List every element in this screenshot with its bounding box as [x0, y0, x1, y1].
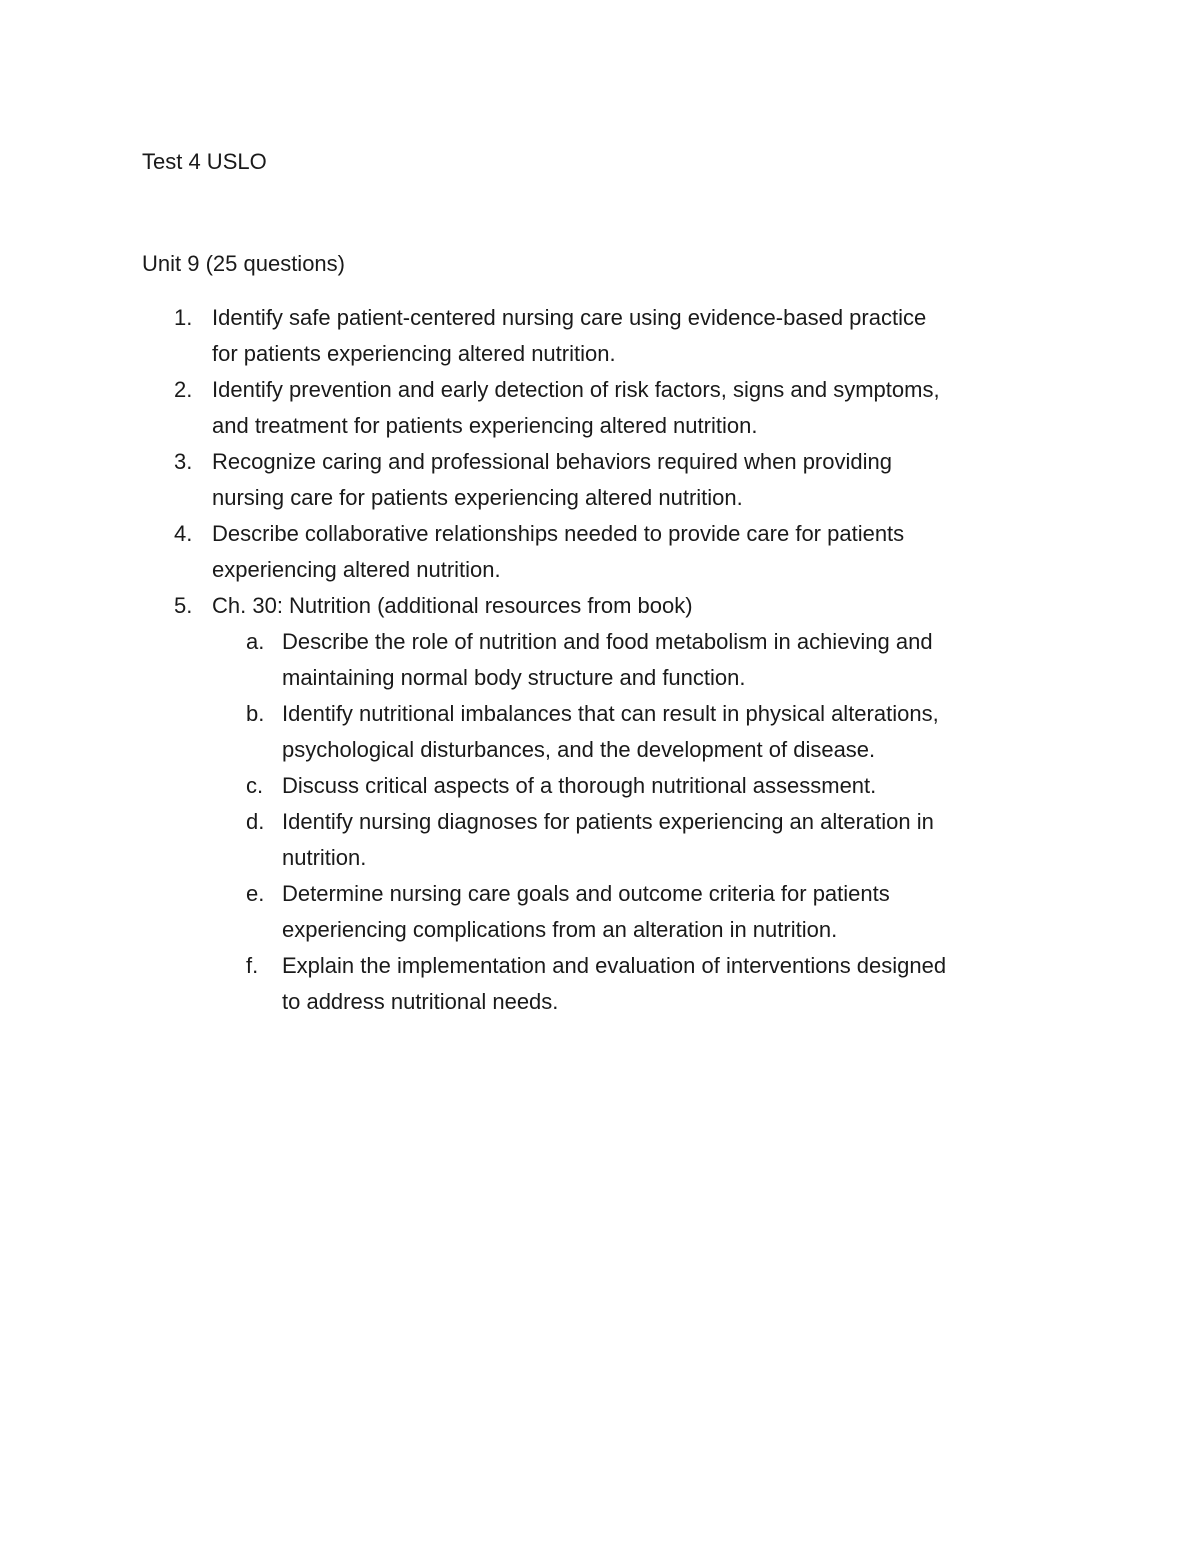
sub-objective-letter: b.	[246, 701, 265, 726]
document-title: Test 4 USLO	[142, 149, 267, 174]
sub-objective-letter: d.	[246, 809, 265, 834]
objective-item	[142, 372, 1062, 444]
objective-number: 5.	[174, 593, 193, 618]
sub-objective-line: Identify nursing diagnoses for patients experiencing an alteration in	[282, 809, 934, 834]
sub-objective-line: Determine nursing care goals and outcome criteria for patients	[282, 881, 890, 906]
sub-objective-item	[212, 768, 1062, 804]
objective-item	[142, 588, 1062, 1020]
objective-line: Describe collaborative relationships needed to provide care for patients	[212, 521, 905, 546]
sub-objective-line: nutrition.	[282, 845, 367, 870]
sub-objective-item	[212, 876, 1062, 948]
objective-number: 1.	[174, 305, 193, 330]
sub-objectives-list	[212, 624, 1062, 1020]
objective-line: nursing care for patients experiencing altered nutrition.	[212, 485, 743, 510]
sub-objective-item	[212, 948, 1062, 1020]
objective-item	[142, 516, 1062, 588]
sub-objective-line: Describe the role of nutrition and food metabolism in achieving and	[282, 629, 933, 654]
objective-number: 4.	[174, 521, 193, 546]
sub-objective-line: Discuss critical aspects of a thorough nutritional assessment.	[282, 773, 877, 798]
objective-line: for patients experiencing altered nutrition.	[212, 341, 616, 366]
objective-item	[142, 300, 1062, 372]
sub-objective-line: maintaining normal body structure and function.	[282, 665, 746, 690]
objectives-list	[142, 300, 1062, 1020]
sub-objective-item	[212, 624, 1062, 696]
sub-objective-line: to address nutritional needs.	[282, 989, 559, 1014]
sub-objective-letter: c.	[246, 773, 264, 798]
sub-objective-letter: a.	[246, 629, 265, 654]
sub-objective-item	[212, 804, 1062, 876]
objective-number: 3.	[174, 449, 193, 474]
sub-objective-line: experiencing complications from an alteration in nutrition.	[282, 917, 838, 942]
objective-line: experiencing altered nutrition.	[212, 557, 501, 582]
sub-objective-letter: e.	[246, 881, 265, 906]
objective-number: 2.	[174, 377, 193, 402]
sub-objective-item	[212, 696, 1062, 768]
sub-objective-letter: f.	[246, 953, 259, 978]
sub-objective-line: Identify nutritional imbalances that can result in physical alterations,	[282, 701, 939, 726]
objective-line: Ch. 30: Nutrition (additional resources from book)	[212, 593, 693, 618]
sub-objective-line: psychological disturbances, and the development of disease.	[282, 737, 876, 762]
objective-line: Identify safe patient-centered nursing care using evidence-based practice	[212, 305, 927, 330]
objective-line: and treatment for patients experiencing altered nutrition.	[212, 413, 758, 438]
objective-line: Recognize caring and professional behaviors required when providing	[212, 449, 892, 474]
document-body	[142, 144, 1062, 1020]
objective-item	[142, 444, 1062, 516]
unit-heading: Unit 9 (25 questions)	[142, 251, 345, 276]
sub-objective-line: Explain the implementation and evaluation of interventions designed	[282, 953, 947, 978]
objective-line: Identify prevention and early detection of risk factors, signs and symptoms,	[212, 377, 940, 402]
